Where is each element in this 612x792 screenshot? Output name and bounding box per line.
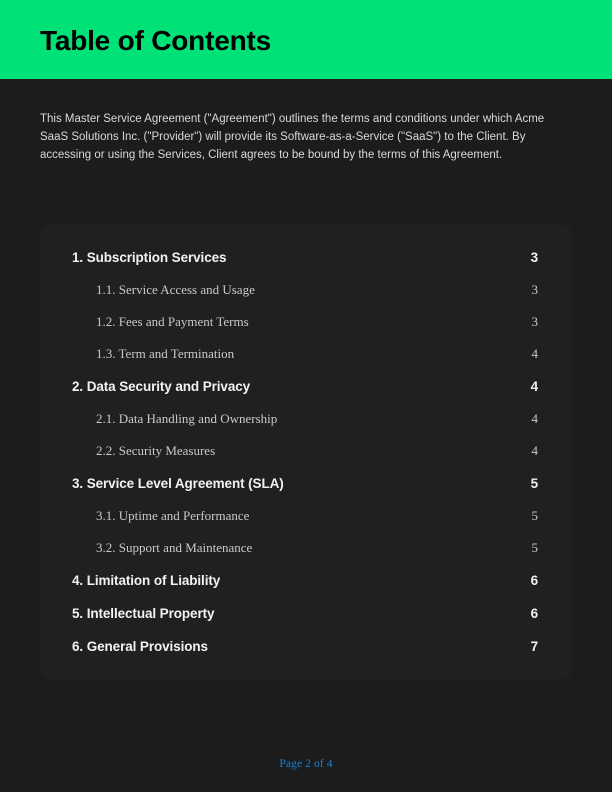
toc-entry-page-number: 5 [530, 476, 538, 491]
toc-entry-page-number: 7 [530, 639, 538, 654]
toc-entry-label: 5. Intellectual Property [72, 606, 215, 621]
toc-entry-level-2[interactable] [40, 274, 572, 306]
toc-entry-level-2[interactable] [40, 306, 572, 338]
toc-entry-page-number: 4 [531, 443, 538, 458]
toc-entry-level-2[interactable] [40, 338, 572, 370]
toc-entry-level-2[interactable] [40, 435, 572, 467]
toc-entry-page-number: 6 [530, 573, 538, 588]
toc-entry-level-2[interactable] [40, 403, 572, 435]
toc-entry-label: 3. Service Level Agreement (SLA) [72, 476, 284, 491]
toc-entry-page-number: 3 [531, 314, 538, 329]
toc-entry-label: 3.1. Uptime and Performance [96, 508, 250, 523]
toc-entry-label: 1.2. Fees and Payment Terms [96, 314, 249, 329]
toc-entry-level-1[interactable] [40, 597, 572, 630]
toc-entry-page-number: 6 [530, 606, 538, 621]
table-of-contents-list [40, 241, 572, 663]
toc-entry-page-number: 5 [531, 508, 538, 523]
toc-entry-level-2[interactable] [40, 532, 572, 564]
toc-entry-level-1[interactable] [40, 630, 572, 663]
toc-entry-label: 6. General Provisions [72, 639, 208, 654]
toc-entry-level-1[interactable] [40, 241, 572, 274]
toc-entry-label: 1. Subscription Services [72, 250, 227, 265]
toc-entry-page-number: 3 [531, 282, 538, 297]
page-number-footer: Page 2 of 4 [279, 758, 333, 770]
toc-entry-page-number: 3 [530, 250, 538, 265]
toc-entry-label: 2.2. Security Measures [96, 443, 216, 458]
toc-entry-label: 1.1. Service Access and Usage [96, 282, 255, 297]
toc-entry-page-number: 5 [531, 540, 538, 555]
toc-entry-label: 2. Data Security and Privacy [72, 379, 251, 394]
toc-entry-label: 1.3. Term and Termination [96, 346, 235, 361]
toc-entry-label: 4. Limitation of Liability [72, 573, 221, 588]
toc-entry-label: 3.2. Support and Maintenance [96, 540, 253, 555]
table-of-contents-panel [40, 225, 572, 679]
toc-entry-level-1[interactable] [40, 467, 572, 500]
toc-entry-page-number: 4 [531, 346, 538, 361]
toc-entry-page-number: 4 [531, 411, 538, 426]
toc-entry-page-number: 4 [530, 379, 538, 394]
toc-entry-label: 2.1. Data Handling and Ownership [96, 411, 278, 426]
intro-paragraph: This Master Service Agreement ("Agreement") outlines the terms and conditions under which Acme SaaS Solutions Inc. ("Provider") will provide its Software-as-a-Service ("SaaS") to the Client. By accessing or using the Services, Client agrees to be bound by the terms of this Agreement. [40, 113, 545, 161]
toc-entry-level-2[interactable] [40, 500, 572, 532]
toc-entry-level-1[interactable] [40, 564, 572, 597]
document-header-band [0, 0, 612, 79]
page-title: Table of Contents [40, 25, 271, 56]
toc-entry-level-1[interactable] [40, 370, 572, 403]
